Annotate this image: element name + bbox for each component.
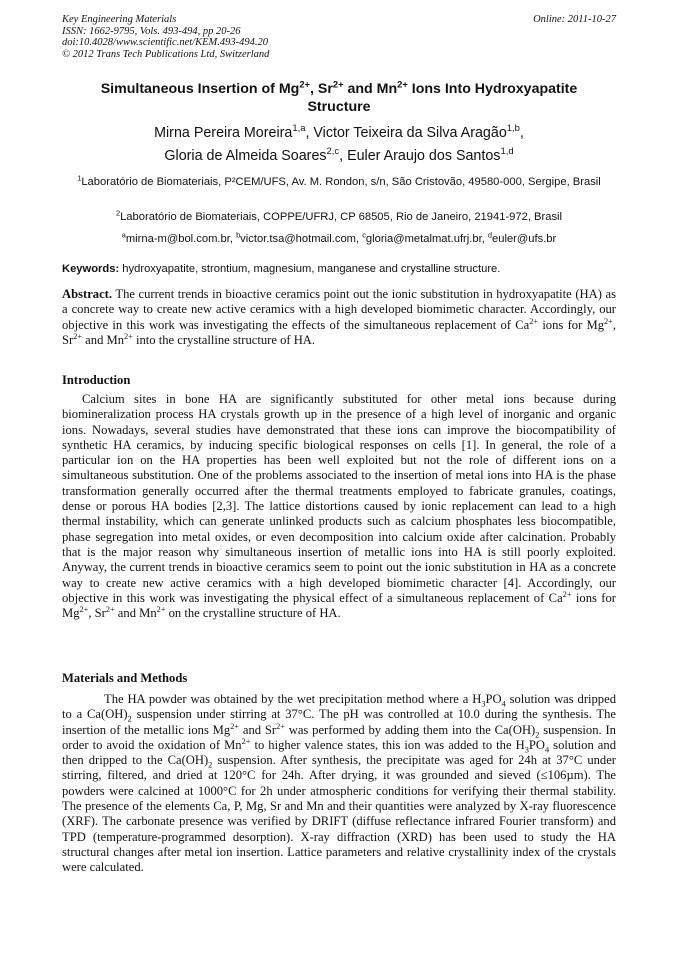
- paper-title: Simultaneous Insertion of $Mg^{2+}$, $Sr^{2+}$ and $Mn^{2+}$ Ions Into Hydroxyapatite Structure: [100, 79, 578, 115]
- keywords: Keywords: hydroxyapatite, strontium, magnesium, manganese and crystalline structure.: [62, 263, 501, 275]
- author-emails: $^a$mirna-m@bol.com.br, $^b$victor.tsa@hotmail.com, $^c$gloria@metalmat.ufrj.br, $^d$euler@ufs.br: [121, 230, 557, 245]
- author-name: , Victor Teixeira da Silva Aragão: [305, 125, 507, 141]
- section-heading-introduction: Introduction: [62, 373, 131, 387]
- introduction-paragraph: Calcium sites in bone HA are significantly substituted for other metal ions because during biomineralization process HA crystals growth up in the presence of a high level of inorganic and organic ions. Nowadays, several studies have demonstrated that these ions can improve the biocompatibility of synthetic HA ceramics, by inducing specific biological responses on cells [1]. In general, the role of a particular ion on the HA properties has been well exploited but not the role of different ions on a simultaneous substitution. One of the problems associated to the insertion of metal ions into HA is the phase transformation generally occurred after the thermal treatments employed to fabricate granules, coatings, dense or porous HA bodies [2,3]. The lattice distortions caused by ionic replacement can lead to a high thermal instability, which can generate unlinked products such as calcium phosphates less biocompatible, phase segregation into metal oxides, or even decomposition into calcium oxide after calcination. Probably that is the major reason why simultaneous insertion of metallic ions into HA is still poorly exploited. Anyway, the current trends in bioactive ceramics seem to point out the ionic substitution in HA as a concrete way to create new active ceramics with a high developed biomimetic character [4]. Accordingly, our objective in this work was investigating the physical effect of a simultaneous replacement of $Ca^{2+}$ ions for $Mg^{2+}$, $Sr^{2+}$ and $Mn^{2+}$ on the crystalline structure of HA.: [62, 392, 616, 621]
- journal-header: [62, 14, 616, 60]
- section-heading-methods: Materials and Methods: [62, 671, 188, 685]
- abstract-label: Abstract.: [62, 287, 113, 301]
- affiliation-1: $^1$Laboratório de Biomateriais, P²CEM/UFS, Av. M. Rondon, s/n, São Cristovão, 49580-000, Sergipe, Brasil: [77, 173, 601, 188]
- copyright-line: © 2012 Trans Tech Publications Ltd, Switzerland: [62, 48, 270, 60]
- author-name: Mirna Pereira Moreira: [154, 125, 293, 141]
- doi-line: doi:10.4028/www.scientific.net/KEM.493-494.20: [62, 37, 268, 49]
- keywords-label: Keywords:: [62, 263, 120, 275]
- affiliation-2: $^2$Laboratório de Biomateriais, COPPE/UFRJ, CP 68505, Rio de Janeiro, 21941-972, Brasil: [115, 208, 563, 223]
- author-list: Mirna Pereira Moreira$^{1,a}$, Victor Teixeira da Silva Aragão$^{1,b}$, Gloria de Almeida Soares$^{2,c}$, Euler Araujo dos Santos$^{1,d}$: [154, 122, 524, 164]
- journal-name: Key Engineering Materials: [62, 14, 177, 25]
- issn-line: ISSN: 1662-9795, Vols. 493-494, pp 20-26: [62, 25, 241, 37]
- author-name: , Euler Araujo dos Santos: [339, 148, 501, 164]
- online-date: Online: 2011-10-27: [533, 14, 616, 25]
- author-name: Gloria de Almeida Soares: [164, 148, 327, 164]
- methods-paragraph: The HA powder was obtained by the wet precipitation method where a $H_3PO_4$ solution was dripped to a $Ca(OH)_2$ suspension under stirring at 37°C. The pH was controlled at 10.0 during the synthesis. The insertion of the metallic ions $Mg^{2+}$ and $Sr^{2+}$ was performed by adding them into the $Ca(OH)_2$ suspension. In order to avoid the oxidation of $Mn^{2+}$ to higher valence states, this ion was added to the $H_3PO_4$ solution and then dripped to the $Ca(OH)_2$ suspension. After synthesis, the precipitate was aged for 24h at 37°C under stirring, filtered, and dried at 120°C for 24h. After drying, it was grounded and sieved (≤106µm). The powders were calcined at 1000°C for 2h under atmospheric conditions for verifying their thermal stability. The presence of the elements Ca, P, Mg, Sr and Mn and their quantities were analyzed by X-ray fluorescence (XRF). The carbonate presence was verified by DRIFT (diffuse reflectance infrared Fourier transform) and TPD (temperature-programmed desorption). X-ray diffraction (XRD) has been used to study the HA structural changes after metal ion insertion. Lattice parameters and relative crystallinity index of the crystals were calculated.: [62, 692, 617, 875]
- abstract-paragraph: Abstract. The current trends in bioactive ceramics point out the ionic substitution in hydroxyapatite (HA) as a concrete way to create new active ceramics with a high developed biomimetic character. Accordingly, our objective in this work was investigating the effects of the simultaneous replacement of $Ca^{2+}$ ions for $Mg^{2+}$, $Sr^{2+}$ and $Mn^{2+}$ into the crystalline structure of HA.: [62, 287, 617, 347]
